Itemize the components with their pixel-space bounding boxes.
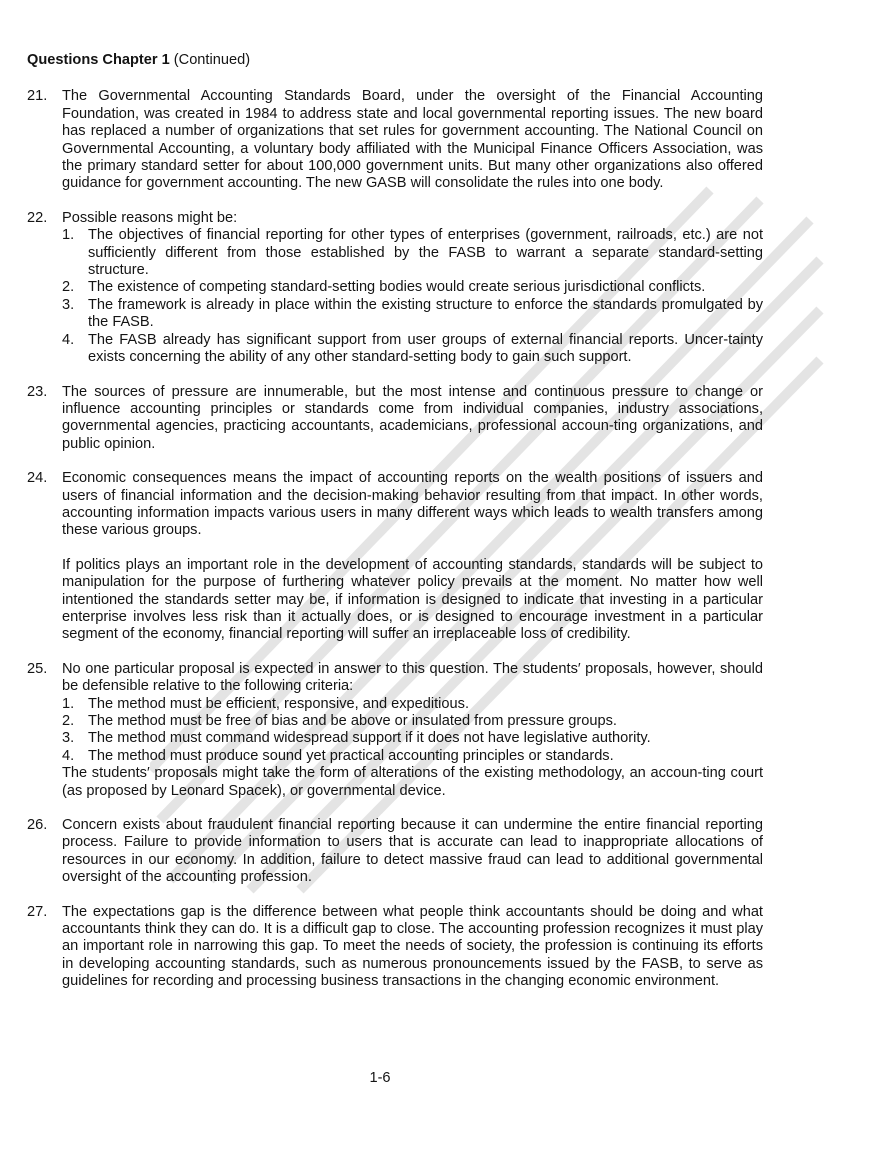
numbered-list xyxy=(62,696,763,766)
list-item-number: 3. xyxy=(62,730,75,747)
question-body xyxy=(62,817,763,887)
heading-rest: (Continued) xyxy=(173,52,251,68)
question-number: 25. xyxy=(27,660,48,677)
list-item-number: 4. xyxy=(62,747,75,764)
numbered-list xyxy=(62,227,763,366)
list-item-text: The method must be efficient, responsive, and expeditious. xyxy=(88,695,470,712)
list-item xyxy=(62,297,763,332)
list-item xyxy=(62,227,763,279)
question-item xyxy=(27,817,763,887)
question-number: 27. xyxy=(27,903,48,920)
question-item xyxy=(27,661,763,800)
answer-paragraph: The sources of pressure are innumerable, but the most intense and continuous pressure to change or influence accounting principles or standards come from individual companies, industry associations, governmental agencies, practicing accountants, academicians, professional accoun-ting organizations, and public opinion. xyxy=(62,383,763,452)
question-body xyxy=(62,210,763,367)
list-item-number: 2. xyxy=(62,279,75,296)
question-number: 22. xyxy=(27,209,48,226)
list-item-number: 2. xyxy=(62,713,75,729)
question-body xyxy=(62,88,763,192)
list-item-text: The method must be free of bias and be above or insulated from pressure groups. xyxy=(88,713,617,729)
question-intro: Possible reasons might be: xyxy=(62,209,238,226)
list-item-text: The framework is already in place within the existing structure to enforce the standards promulgated by the FASB. xyxy=(88,296,763,331)
list-item-number: 3. xyxy=(62,296,75,313)
answer-paragraph: Concern exists about fraudulent financial reporting because it can undermine the entire financial reporting process. Failure to provide information to users that is accurate can lead to inappropriate allocations of resources in our economy. In addition, failure to detect massive fraud can lead to additional governmental oversight of the accounting profession. xyxy=(62,817,763,886)
answer-paragraph: Economic consequences means the impact of accounting reports on the wealth positions of issuers and users of financial information and the decision-making behavior resulting from that impact. In other words, accounting information impacts various users in many different ways which leads to wealth transfers among these various groups. xyxy=(62,470,763,539)
heading-bold: Questions Chapter 1 xyxy=(27,52,170,68)
list-item-text: The method must command widespread support if it does not have legislative authority. xyxy=(88,730,651,747)
question-item xyxy=(27,384,763,454)
question-body xyxy=(62,384,763,454)
question-item xyxy=(27,470,763,644)
question-number: 23. xyxy=(27,383,48,400)
questions-list xyxy=(27,88,763,990)
question-item xyxy=(27,88,763,192)
answer-paragraph: If politics plays an important role in the development of accounting standards, standards will be subject to manipulation for the purpose of furthering whatever policy prevails at the moment. No matter how well intentioned the standards setter may be, if information is designed to indicate that investing in a particular enterprise involves less risk than it actually does, or is designed to encourage investment in a particular segment of the economy, financial reporting will suffer an irreplaceable loss of credibility. xyxy=(62,556,763,643)
list-item xyxy=(62,279,763,296)
list-item-text: The existence of competing standard-setting bodies would create serious jurisdictional conflicts. xyxy=(88,279,706,296)
question-number: 21. xyxy=(27,88,48,105)
question-closing: The students′ proposals might take the form of alterations of the existing methodology, an accoun-ting court (as proposed by Leonard Spacek), or governmental device. xyxy=(62,765,763,799)
page-content xyxy=(27,52,763,1008)
question-body xyxy=(62,904,763,991)
question-body xyxy=(62,470,763,644)
list-item xyxy=(62,730,763,747)
question-intro: No one particular proposal is expected in answer to this question. The students′ proposals, however, should be defensible relative to the following criteria: xyxy=(62,660,763,695)
list-item-number: 1. xyxy=(62,695,75,712)
list-item-text: The method must produce sound yet practical accounting principles or standards. xyxy=(88,747,614,764)
question-item xyxy=(27,210,763,367)
list-item xyxy=(62,748,763,765)
list-item xyxy=(62,696,763,713)
question-number: 24. xyxy=(27,470,48,487)
list-item xyxy=(62,332,763,367)
answer-paragraph: The expectations gap is the difference between what people think accountants should be doing and what accountants think they can do. It is a difficult gap to close. The accounting profession recognizes it must play an important role in narrowing this gap. To meet the needs of society, the profession is continuing its efforts in developing accounting standards, such as numerous pronouncements issued by the FASB, to serve as guidelines for recording and processing business transactions in the changing economic environment. xyxy=(62,903,763,990)
question-item xyxy=(27,904,763,991)
page-number: 1-6 xyxy=(369,1070,391,1086)
question-number: 26. xyxy=(27,817,48,834)
page-heading xyxy=(27,52,763,69)
list-item-text: The FASB already has significant support from user groups of external financial reports. Uncer-tainty exists concerning the ability of any other standard-setting body to gain such support. xyxy=(88,331,763,366)
list-item-number: 1. xyxy=(62,227,75,244)
answer-paragraph: The Governmental Accounting Standards Board, under the oversight of the Financial Accounting Foundation, was created in 1984 to address state and local governmental reporting issues. The new board has replaced a number of organizations that set rules for government accounting. The National Council on Governmental Accounting, a voluntary body affiliated with the Municipal Finance Officers Association, was the primary standard setter for about 100,000 government units. But many other organizations also offered guidance for government accounting. The new GASB will consolidate the rules into one body. xyxy=(62,88,763,192)
list-item-number: 4. xyxy=(62,331,75,348)
list-item xyxy=(62,713,763,730)
list-item-text: The objectives of financial reporting for other types of enterprises (government, railroads, etc.) are not sufficiently different from those established by the FASB to warrant a separate standard-setting structure. xyxy=(88,227,763,279)
question-body xyxy=(62,661,763,800)
